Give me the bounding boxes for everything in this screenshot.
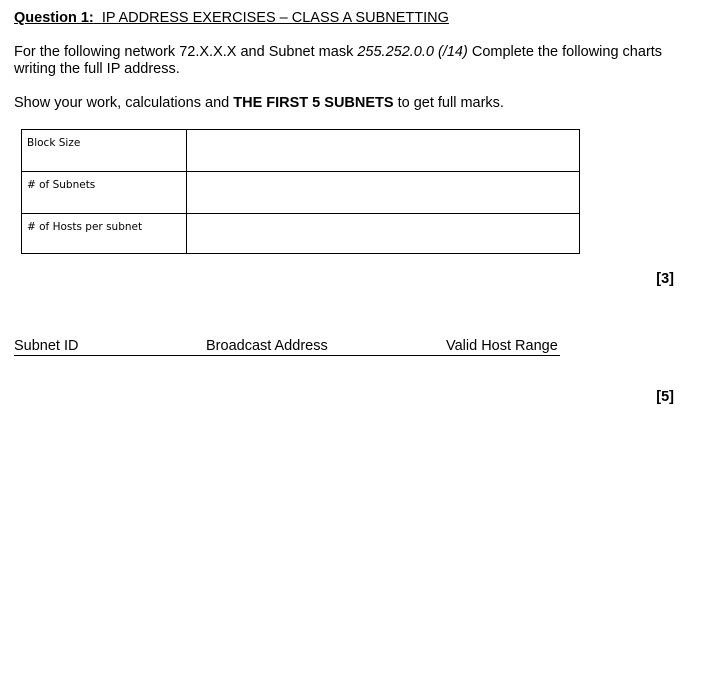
question-number: Question 1: bbox=[14, 10, 94, 26]
row-label-num-subnets: # of Subnets bbox=[22, 172, 187, 214]
intro-paragraph-line2: writing the full IP address. bbox=[14, 61, 180, 77]
row-label-hosts-per-subnet: # of Hosts per subnet bbox=[22, 214, 187, 254]
intro-paragraph bbox=[14, 44, 662, 61]
instruction-paragraph bbox=[14, 95, 504, 112]
table-row bbox=[22, 130, 580, 172]
intro-text-2: Complete the following charts bbox=[467, 44, 663, 60]
header-valid-host-range: Valid Host Range bbox=[446, 338, 558, 354]
header-subnet-id: Subnet ID bbox=[14, 338, 79, 354]
row-label-block-size: Block Size bbox=[22, 130, 187, 172]
subnet-chart-header bbox=[14, 338, 560, 356]
header-broadcast-address: Broadcast Address bbox=[206, 338, 328, 354]
answer-cell-block-size[interactable] bbox=[187, 130, 580, 172]
answer-cell-num-subnets[interactable] bbox=[187, 172, 580, 214]
marks-label-5: [5] bbox=[656, 389, 674, 405]
marks-label-3: [3] bbox=[656, 271, 674, 287]
answer-cell-hosts-per-subnet[interactable] bbox=[187, 214, 580, 254]
question-title: IP ADDRESS EXERCISES – CLASS A SUBNETTING bbox=[101, 10, 449, 26]
instruction-emphasis: THE FIRST 5 SUBNETS bbox=[233, 95, 394, 111]
table-row bbox=[22, 214, 580, 254]
subnet-mask: 255.252.0.0 (/14) bbox=[357, 44, 468, 60]
instruction-text-1: Show your work, calculations and bbox=[14, 95, 234, 111]
intro-text-1: For the following network 72.X.X.X and Subnet mask bbox=[14, 44, 358, 60]
question-heading bbox=[14, 10, 449, 27]
answer-table bbox=[21, 129, 580, 254]
instruction-text-2: to get full marks. bbox=[393, 95, 504, 111]
table-row bbox=[22, 172, 580, 214]
